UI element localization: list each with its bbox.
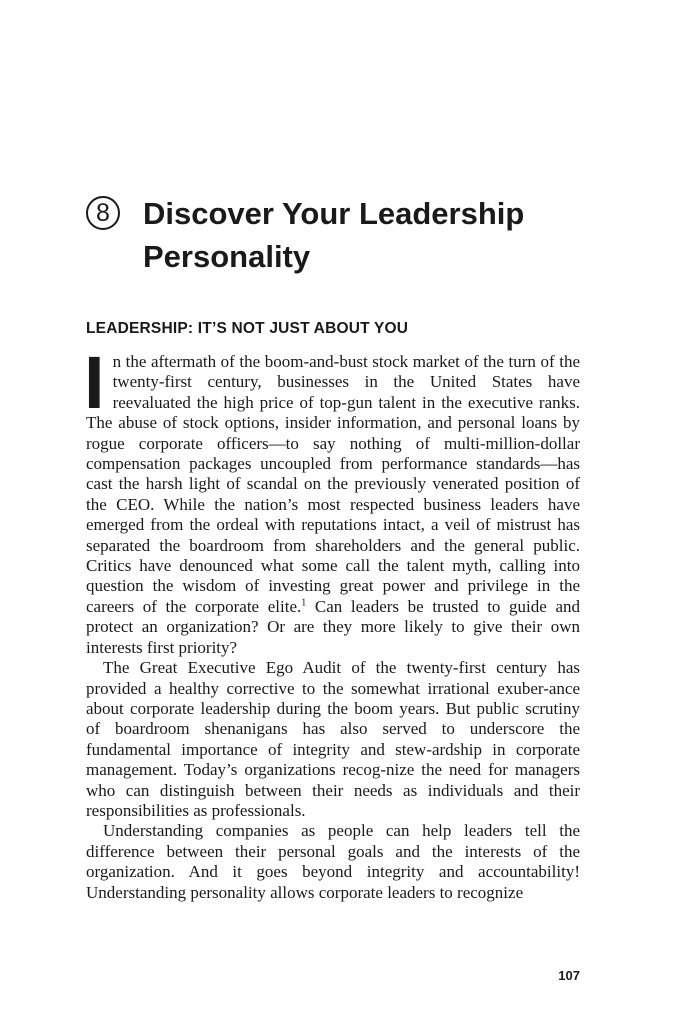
chapter-title: Discover Your Leadership Personality [143,196,525,274]
chapter-number-badge: 8 [86,196,120,230]
paragraph-text: Can leaders be trusted to guide and protect an organization? Or are they more likely to give their own interests first priority? [86,596,580,657]
paragraph: Understanding companies as people can help leaders tell the difference between their personal goals and the interests of the organization. And it goes beyond integrity and accountability! Understanding personality allows corporate leaders to recognize [86,821,580,902]
paragraph: The Great Executive Ego Audit of the twenty-first century has provided a healthy corrective to the somewhat irrational exuber-ance about corporate leadership during the boom years. But public scrutiny of boardroom shenanigans has also served to underscore the fundamental importance of integrity and stew-ardship in corporate management. Today’s organizations recog-nize the need for managers who can distinguish between their needs as individuals and their responsibilities as professionals. [86,658,580,820]
paragraph [84,341,580,658]
page-number: 107 [558,968,580,983]
body-text [84,341,580,903]
paragraph-text: n the aftermath of the boom-and-bust stock market of the turn of the twenty-first century, businesses in the United States have reevaluated the high price of top-gun talent in the executive ranks. The abuse of stock options, insider information, and personal loans by rogue corporate officers—to say nothing of multi-million-dollar compensation packages uncoupled from performance standards—has cast the harsh light of scandal on the previously venerated position of the CEO. While the nation’s most respected business leaders have emerged from the ordeal with reputations intact, a veil of mistrust has separated the boardroom from shareholders and the general public. Critics have denounced what some call the talent myth, calling into question the wisdom of investing great power and privilege in the careers of the corporate elite. [86,352,580,616]
drop-cap: I [84,341,105,424]
footnote-marker: 1 [301,597,307,609]
section-heading: LEADERSHIP: IT’S NOT JUST ABOUT YOU [86,320,409,337]
